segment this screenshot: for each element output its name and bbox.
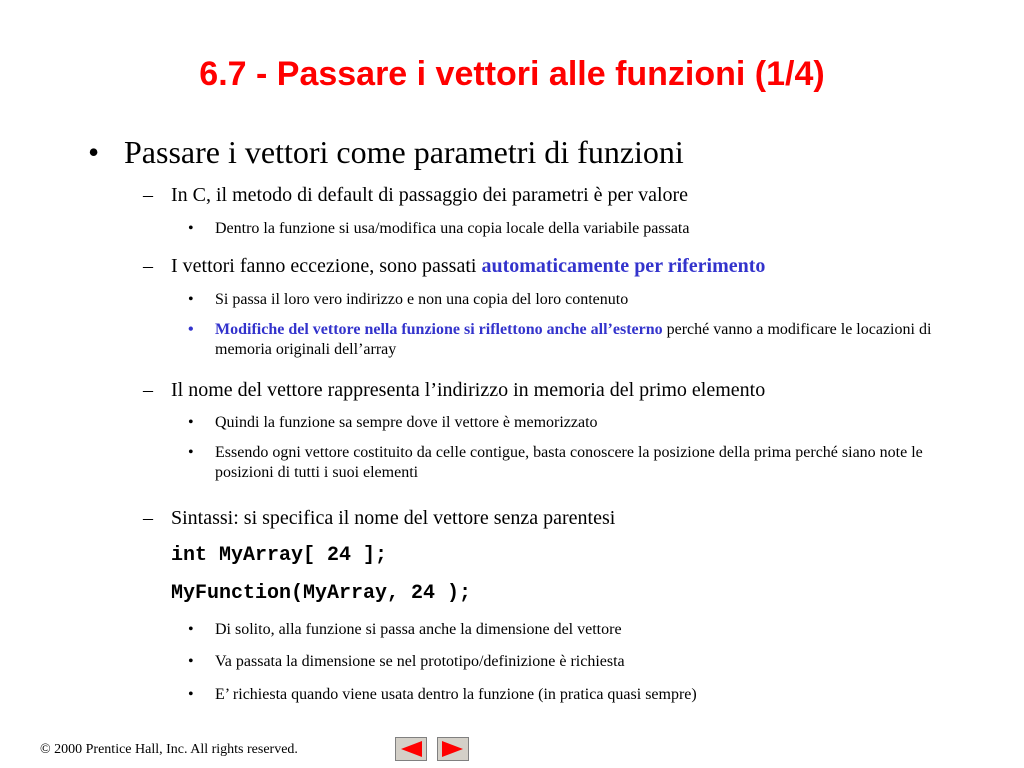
point-text: perché vanno a modificare le locazioni di memoria originali dell’array <box>215 321 932 358</box>
code-line-declaration: int MyArray[ 24 ]; <box>171 544 388 567</box>
code-line-call: MyFunction(MyArray, 24 ); <box>171 582 472 605</box>
bullet-marker: • <box>188 444 194 461</box>
point-text: E’ richiesta quando viene usata dentro la funzione (in pratica quasi sempre) <box>215 686 697 703</box>
slide-title: 6.7 - Passare i vettori alle funzioni (1/4) <box>199 55 825 93</box>
point-text: Di solito, alla funzione si passa anche la dimensione del vettore <box>215 621 622 638</box>
point-text: Quindi la funzione sa sempre dove il vettore è memorizzato <box>215 414 598 431</box>
bullet-marker: • <box>188 321 194 338</box>
next-slide-button[interactable] <box>437 737 469 761</box>
point-text: Va passata la dimensione se nel prototipo/definizione è richiesta <box>215 653 625 670</box>
copyright-footer: © 2000 Prentice Hall, Inc. All rights reserved. <box>40 742 298 757</box>
subbullet-text: In C, il metodo di default di passaggio dei parametri è per valore <box>171 184 689 206</box>
subbullet-text: Il nome del vettore rappresenta l’indirizzo in memoria del primo elemento <box>171 379 766 401</box>
right-arrow-icon <box>440 740 466 758</box>
dash-marker: – <box>143 507 153 529</box>
dash-marker: – <box>143 255 153 277</box>
bullet-marker: • <box>188 653 194 670</box>
dash-marker: – <box>143 379 153 401</box>
bullet-marker: • <box>188 220 194 237</box>
bullet-text: Passare i vettori come parametri di funzioni <box>124 134 684 170</box>
point-text: Si passa il loro vero indirizzo e non una copia del loro contenuto <box>215 291 629 308</box>
subbullet-text: I vettori fanno eccezione, sono passati <box>171 255 482 277</box>
emphasis-text: automaticamente per riferimento <box>481 255 766 277</box>
bullet-marker: • <box>188 621 194 638</box>
emphasis-text: Modifiche del vettore nella funzione si riflettono anche all’esterno <box>215 321 663 338</box>
bullet-marker: • <box>88 134 100 170</box>
dash-marker: – <box>143 184 153 206</box>
bullet-marker: • <box>188 414 194 431</box>
prev-slide-button[interactable] <box>395 737 427 761</box>
bullet-marker: • <box>188 291 194 308</box>
point-text: Dentro la funzione si usa/modifica una copia locale della variabile passata <box>215 220 690 237</box>
subbullet-text: Sintassi: si specifica il nome del vettore senza parentesi <box>171 507 616 529</box>
left-arrow-icon <box>398 740 424 758</box>
point-text: Essendo ogni vettore costituito da celle contigue, basta conoscere la posizione della prima perché siano note le posizioni di tutti i suoi elementi <box>215 444 923 481</box>
bullet-marker: • <box>188 686 194 703</box>
